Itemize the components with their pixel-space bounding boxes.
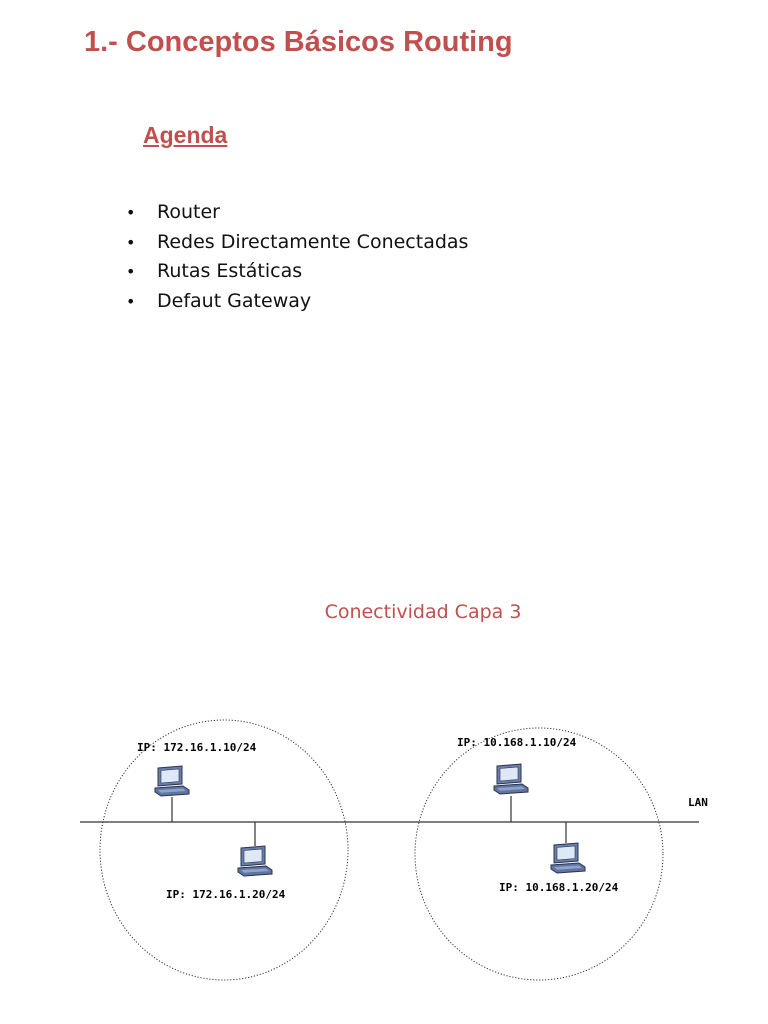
host-ip-label: IP: 10.168.1.20/24 <box>499 881 619 894</box>
diagram-title: Conectividad Capa 3 <box>324 601 522 623</box>
page-title: 1.- Conceptos Básicos Routing <box>84 26 513 58</box>
agenda-item <box>126 288 468 318</box>
network-diagram <box>0 650 768 1020</box>
bullet-icon: • <box>126 203 136 222</box>
computer-icon <box>155 766 189 796</box>
computer-icon <box>551 843 585 873</box>
agenda-item-label: Redes Directamente Conectadas <box>157 230 469 253</box>
agenda-item-label: Rutas Estáticas <box>157 260 303 283</box>
host-ip-label: IP: 172.16.1.20/24 <box>166 888 286 901</box>
agenda-heading: Agenda <box>143 122 228 148</box>
agenda-item-label: Defaut Gateway <box>157 290 312 313</box>
agenda-item-label: Router <box>157 201 220 223</box>
lan-label: LAN <box>688 796 708 809</box>
bullet-icon: • <box>126 262 136 282</box>
subnet-boundary-left <box>100 720 348 980</box>
host-ip-label: IP: 172.16.1.10/24 <box>137 741 257 754</box>
subnet-boundary-right <box>415 728 663 980</box>
computer-icon <box>238 846 272 876</box>
computer-icon <box>494 764 528 794</box>
bullet-icon: • <box>126 232 136 252</box>
agenda-item <box>126 258 468 288</box>
agenda-list <box>126 199 468 318</box>
agenda-item <box>126 229 468 259</box>
host-ip-label: IP: 10.168.1.10/24 <box>457 736 577 749</box>
agenda-item <box>126 199 468 229</box>
bullet-icon: • <box>126 292 136 312</box>
